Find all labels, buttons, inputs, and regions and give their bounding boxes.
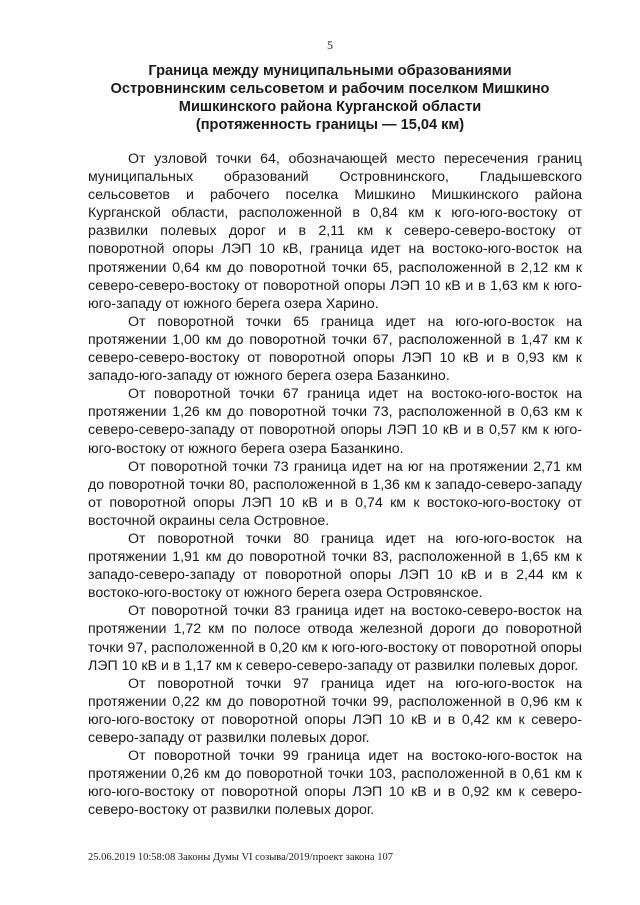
paragraph: От поворотной точки 99 граница идет на востоко-юго-восток на протяжении 0,26 км до поворотной точки 103, расположенной в 0,61 км к юго-юго-востоку от поворотной опоры ЛЭП 10 кВ и в 0,92 км к северо-северо-востоку от развилки полевых дорог. (88, 748, 582, 819)
document-title (60, 62, 600, 134)
paragraph: От узловой точки 64, обозначающей место пересечения границ муниципальных образований Островнинского, Гладышевского сельсоветов и рабочего поселка Мишкино Мишкинского района Курганской области, расположенной в 0,84 км к юго-юго-востоку от развилки полевых дорог и в 2,11 км к северо-северо-востоку от поворотной опоры ЛЭП 10 кВ, граница идет на востоко-юго-восток на протяжении 0,64 км до поворотной точки 65, расположенной в 2,12 км к северо-северо-востоку от поворотной опоры ЛЭП 10 кВ и в 1,63 км к юго-юго-западу от южного берега озера Харино. (88, 151, 582, 312)
page-number: 5 (327, 38, 333, 52)
title-line-3: Мишкинского района Курганской области (178, 99, 482, 115)
paragraph: От поворотной точки 97 граница идет на юго-юго-восток на протяжении 0,22 км до поворотной точки 99, расположенной в 0,96 км к юго-юго-востоку от поворотной опоры ЛЭП 10 кВ и в 0,42 км к северо-северо-западу от развилки полевых дорог. (88, 675, 582, 746)
paragraph: От поворотной точки 65 граница идет на юго-юго-восток на протяжении 1,00 км до поворотной точки 67, расположенной в 1,47 км к северо-северо-востоку от поворотной опоры ЛЭП 10 кВ и в 0,93 км к западо-юго-западу от южного берега озера Базанкино. (88, 313, 582, 385)
paragraph: От поворотной точки 73 граница идет на юг на протяжении 2,71 км до поворотной точки 80, расположенной в 1,36 км к западо-северо-западу от поворотной опоры ЛЭП 10 кВ и в 0,74 км к востоко-юго-востоку от восточной окраины села Островное. (88, 458, 582, 529)
paragraph: От поворотной точки 80 граница идет на юго-юго-восток на протяжении 1,91 км до поворотной точки 83, расположенной в 1,65 км к западо-северо-западу от поворотной опоры ЛЭП 10 кВ и в 2,44 км к востоко-юго-востоку от южного берега озера Островянское. (88, 530, 582, 602)
title-line-2: Островнинским сельсоветом и рабочим поселком Мишкино (110, 81, 550, 97)
title-line-4: (протяженность границы — 15,04 км) (195, 117, 465, 133)
document-body (88, 150, 582, 819)
paragraph: От поворотной точки 83 граница идет на востоко-северо-восток на протяжении 1,72 км по полосе отвода железной дороги до поворотной точки 97, расположенной в 0,20 км к юго-юго-востоку от поворотной опоры ЛЭП 10 кВ и в 1,17 км к северо-северо-западу от развилки полевых дорог. (88, 603, 582, 674)
title-line-1: Граница между муниципальными образованиями (148, 63, 512, 79)
document-footer: 25.06.2019 10:58:08 Законы Думы VI созыва/2019/проект закона 107 (88, 852, 393, 863)
paragraph: От поворотной точки 67 граница идет на востоко-юго-восток на протяжении 1,26 км до поворотной точки 73, расположенной в 0,63 км к северо-северо-западу от поворотной опоры ЛЭП 10 кВ и в 0,57 км к юго-юго-востоку от южного берега озера Базанкино. (88, 386, 582, 457)
